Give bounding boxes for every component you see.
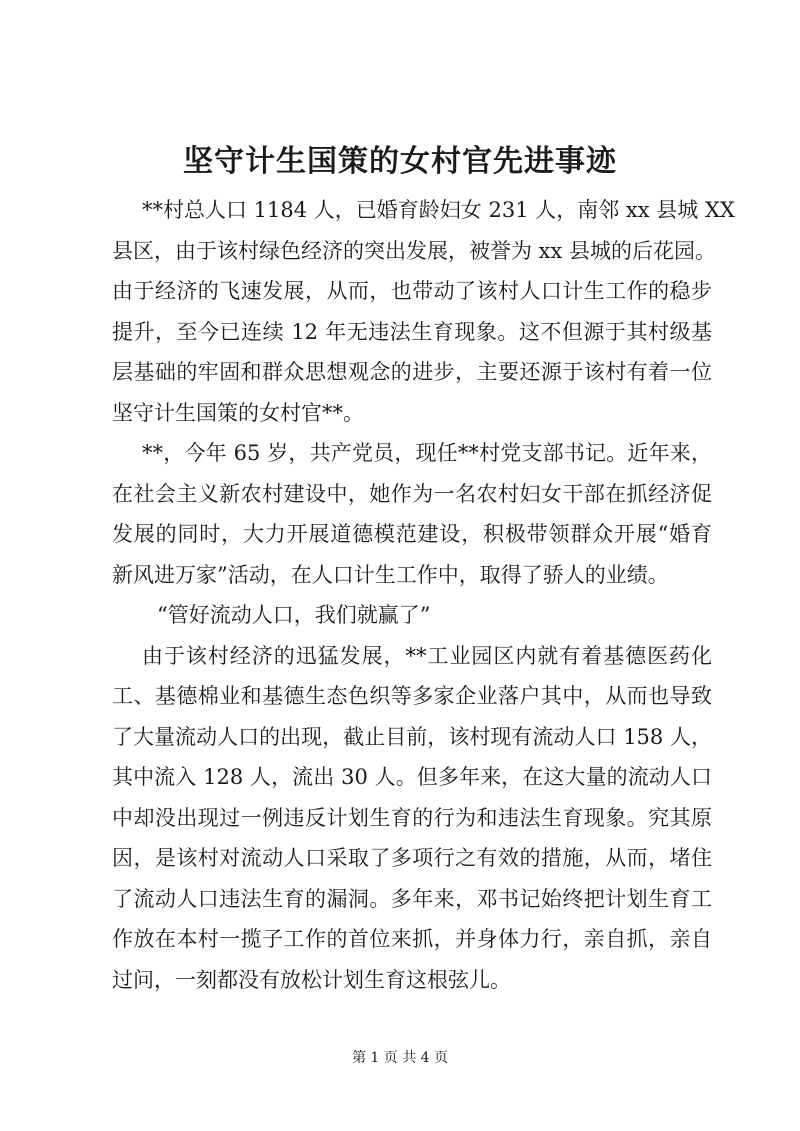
paragraph-line: 新风进万家”活动，在人口计生工作中，取得了骄人的业绩。 xyxy=(112,562,669,587)
paragraph-intro xyxy=(112,190,735,433)
document-title: 坚守计生国策的女村官先进事迹 xyxy=(183,144,617,179)
paragraph-line: 由于经济的飞速发展，从而，也带动了该村人口计生工作的稳步 xyxy=(112,279,712,303)
paragraph-floating-population xyxy=(112,636,712,1001)
paragraph-line: 坚守计生国策的女村官**。 xyxy=(112,400,364,425)
document-body xyxy=(112,190,735,1000)
paragraph-line: 了流动人口违法生育的漏洞。多年来，邓书记始终把计划生育工 xyxy=(112,886,712,911)
paragraph-line: 因，是该村对流动人口采取了多项行之有效的措施，从而，堵住 xyxy=(112,846,712,870)
paragraph-line: 工、基德棉业和基德生态色织等多家企业落户其中，从而也导致 xyxy=(112,684,712,708)
paragraph-line: 其中流入 128 人，流出 30 人。但多年来，在这大量的流动人口 xyxy=(112,765,712,789)
paragraph-line: 中却没出现过一例违反计划生育的行为和违法生育现象。究其原 xyxy=(112,805,712,830)
paragraph-line: 提升，至今已连续 12 年无违法生育现象。这不但源于其村级基 xyxy=(112,319,712,344)
paragraph-line: **村总人口 1184 人，已婚育龄妇女 231 人，南邻 xx 县城 XX xyxy=(142,198,735,222)
paragraph-line: 过问，一刻都没有放松计划生育这根弦儿。 xyxy=(112,967,511,992)
paragraph-line: 层基础的牢固和群众思想观念的进步，主要还源于该村有着一位 xyxy=(112,360,712,384)
paragraph-line: 作放在本村一揽子工作的首位来抓，并身体力行，亲自抓，亲自 xyxy=(112,927,712,951)
paragraph-line: 在社会主义新农村建设中，她作为一名农村妇女干部在抓经济促 xyxy=(112,481,712,506)
paragraph-line: **，今年 65 岁，共产党员，现任**村党支部书记。近年来， xyxy=(142,441,712,465)
paragraph-line: 县区，由于该村绿色经济的突出发展，被誉为 xx 县城的后花园。 xyxy=(112,238,717,263)
page-number-footer: 第 1 页 共 4 页 xyxy=(351,1050,449,1066)
paragraph-line: 了大量流动人口的出现，截止目前，该村现有流动人口 158 人， xyxy=(112,724,712,749)
paragraph-line: 由于该村经济的迅猛发展，**工业园区内就有着基德医药化 xyxy=(142,643,712,668)
paragraph-profile xyxy=(112,433,712,595)
paragraph-line: 发展的同时，大力开展道德模范建设，积极带领群众开展“婚育 xyxy=(112,522,712,546)
section-heading xyxy=(112,595,712,636)
section-heading-text: “管好流动人口，我们就赢了” xyxy=(157,603,431,627)
